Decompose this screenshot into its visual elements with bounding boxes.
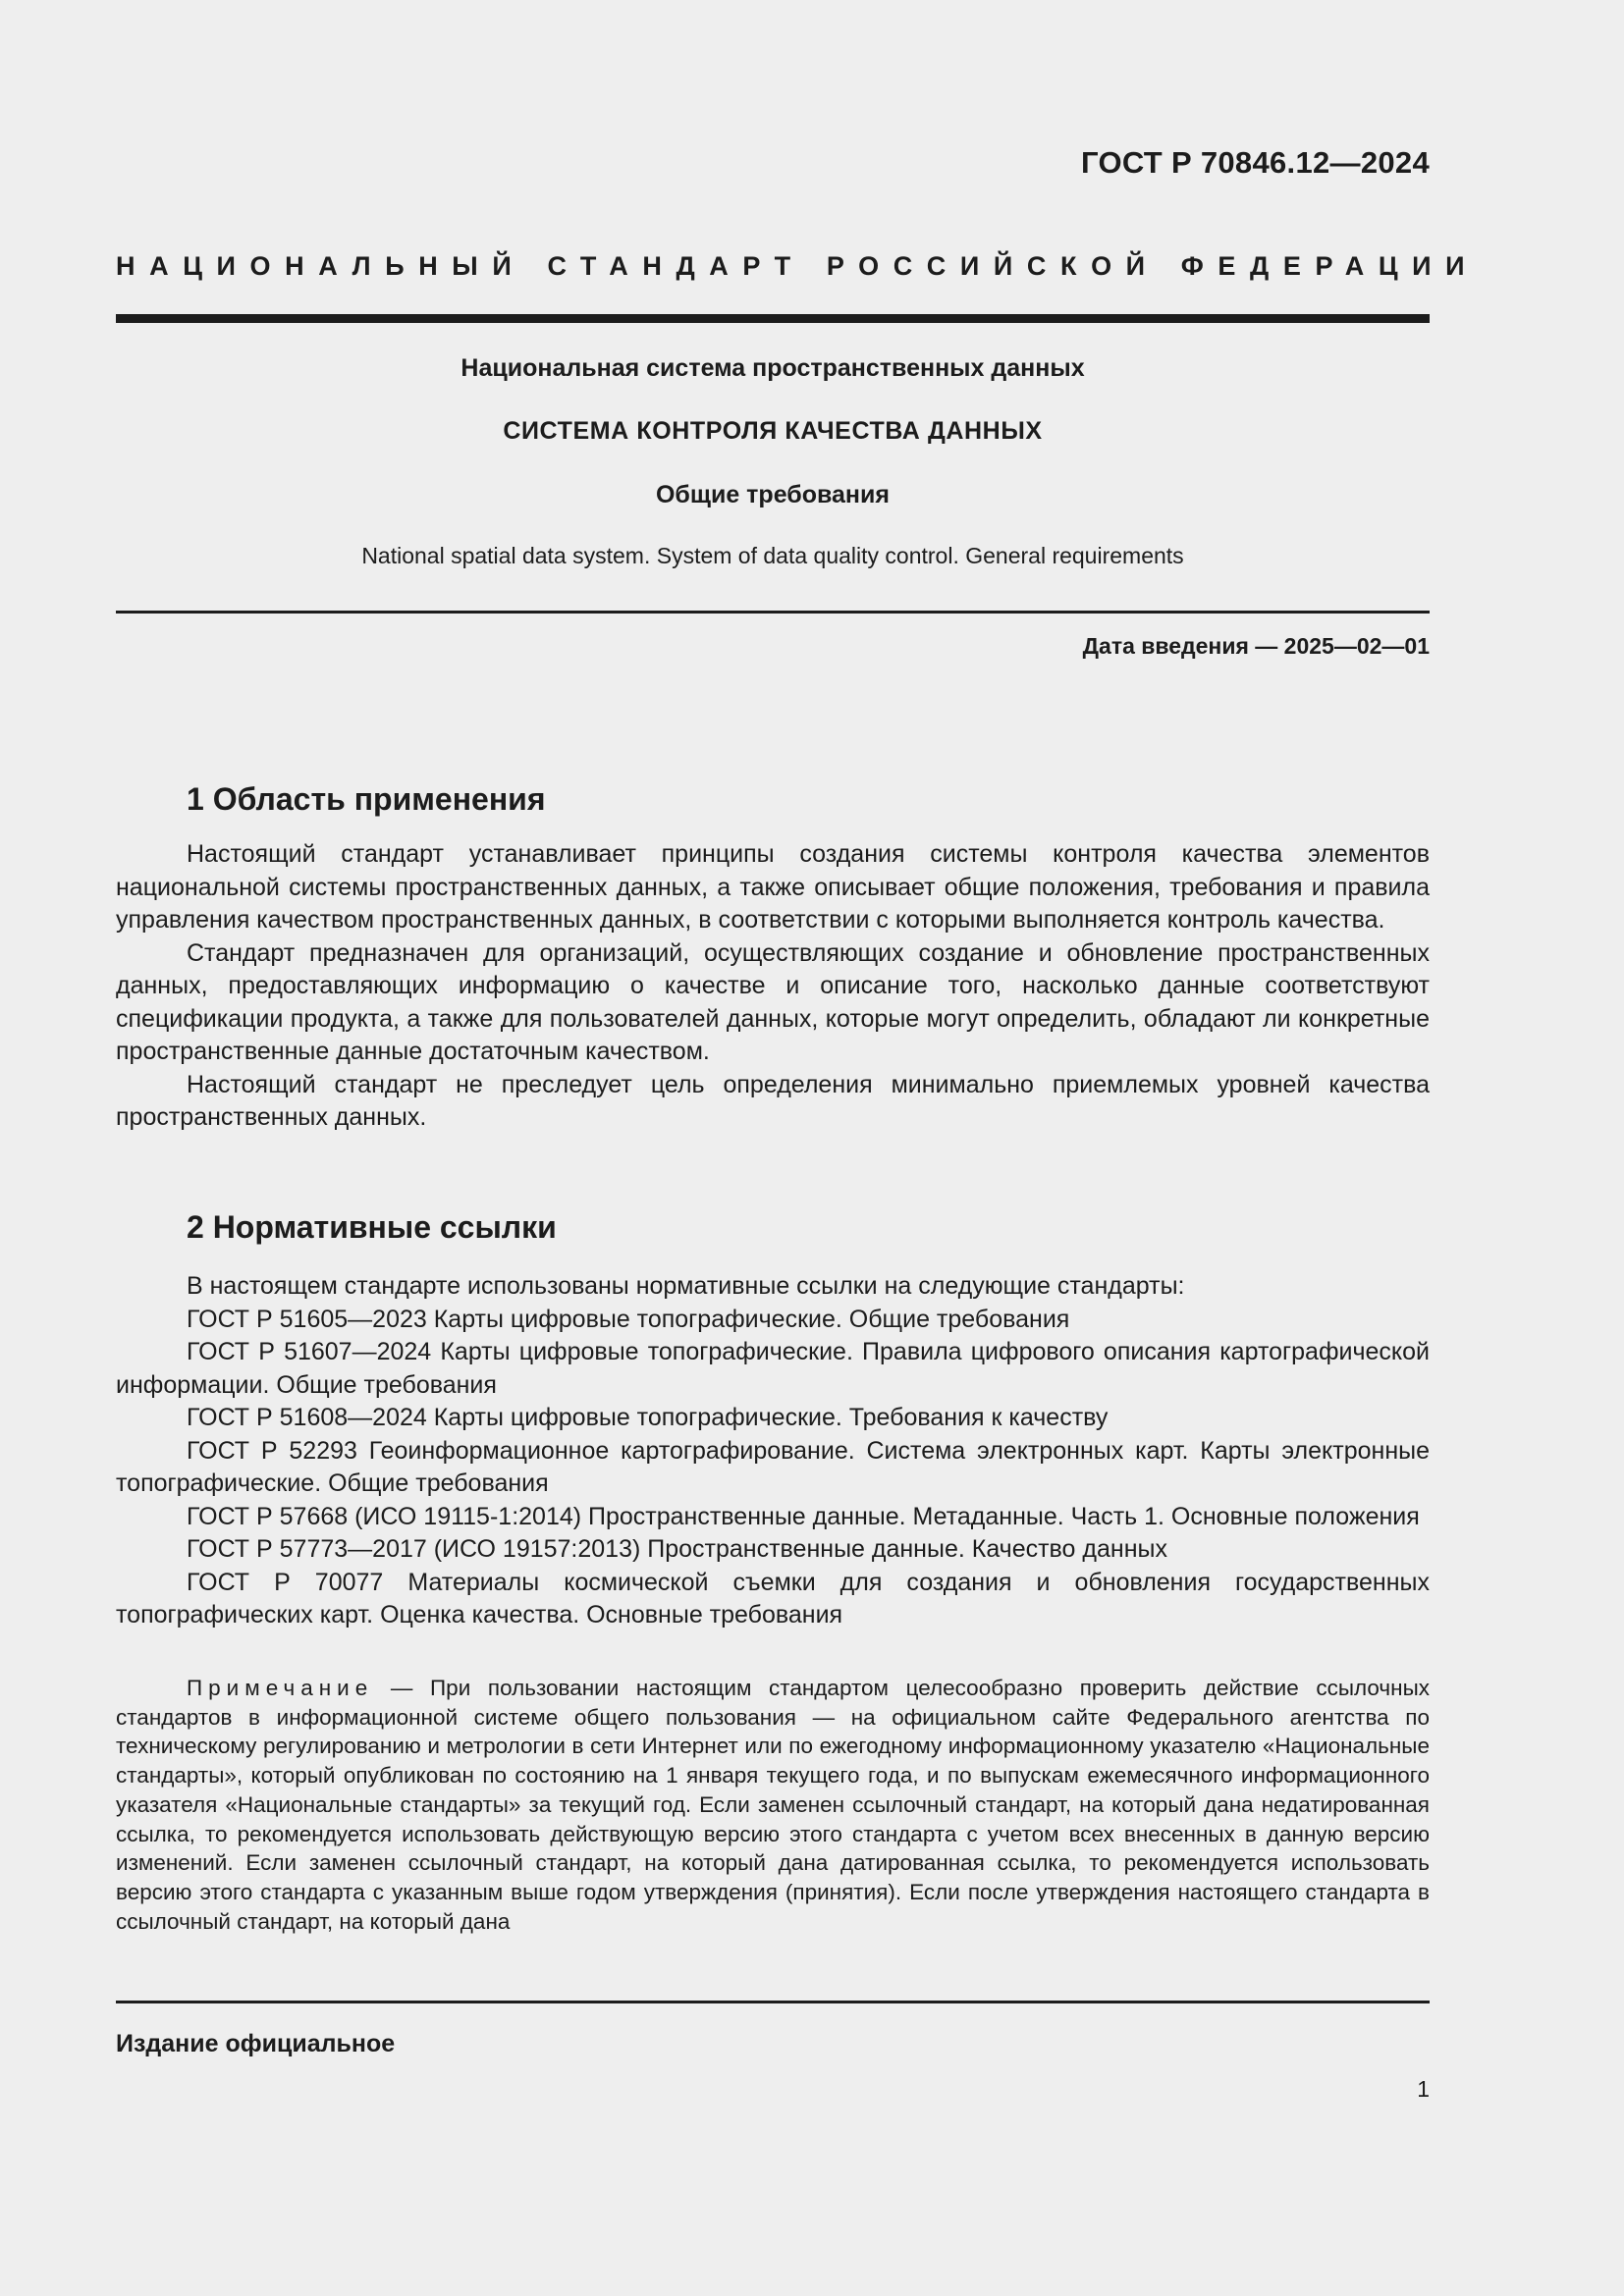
reference-item: ГОСТ Р 51605—2023 Карты цифровые топографические. Общие требования [187, 1305, 1070, 1333]
main-title: СИСТЕМА КОНТРОЛЯ КАЧЕСТВА ДАННЫХ [503, 417, 1043, 445]
reference-item: ГОСТ Р 51607—2024 Карты цифровые топографические. Правила цифрового описания картографической информации. Общие требования [116, 1338, 1430, 1399]
edition-label: Издание официальное [116, 2030, 396, 2057]
section-1-paragraph: Настоящий стандарт не преследует цель определения минимально приемлемых уровней качества пространственных данных. [116, 1070, 1430, 1131]
reference-item: ГОСТ Р 51608—2024 Карты цифровые топографические. Требования к качеству [187, 1404, 1109, 1431]
references-intro: В настоящем стандарте использованы нормативные ссылки на следующие стандарты: [187, 1272, 1185, 1300]
section-1-body [116, 838, 1430, 1135]
national-standard-title: НАЦИОНАЛЬНЫЙ СТАНДАРТ РОССИЙСКОЙ ФЕДЕРАЦИИ [116, 251, 1480, 281]
section-2-heading: 2 Нормативные ссылки [187, 1209, 557, 1245]
reference-item: ГОСТ Р 52293 Геоинформационное картографирование. Система электронных карт. Карты электронные топографические. Общие требования [116, 1436, 1430, 1497]
reference-item: ГОСТ Р 57668 (ИСО 19115-1:2014) Пространственные данные. Метаданные. Часть 1. Основные положения [187, 1502, 1420, 1530]
footer-rule [116, 2001, 1430, 2003]
subtitle: Общие требования [655, 481, 890, 508]
reference-item: ГОСТ Р 70077 Материалы космической съемки для создания и обновления государственных топографических карт. Оценка качества. Основные требования [116, 1568, 1430, 1629]
series-title: Национальная система пространственных данных [460, 354, 1085, 382]
english-title: National spatial data system. System of data quality control. General requirements [361, 543, 1184, 568]
section-1-paragraph: Стандарт предназначен для организаций, осуществляющих создание и обновление пространственных данных, предоставляющих информацию о качестве и описание того, насколько данные соответствуют спецификации продукта, а также для пользователей данных, которые могут определить, обладают ли конкретные пространственные данные достаточным качеством. [116, 938, 1430, 1065]
section-2-body [116, 1270, 1430, 1632]
page-number: 1 [1417, 2076, 1430, 2102]
section-1-paragraph: Настоящий стандарт устанавливает принципы создания системы контроля качества элементов национальной системы пространственных данных, а также описывает общие положения, требования и правила управления качеством пространственных данных, в соответствии с которыми выполняется контроль качества. [116, 840, 1430, 934]
document-number: ГОСТ Р 70846.12—2024 [1081, 145, 1430, 180]
reference-item: ГОСТ Р 57773—2017 (ИСО 19157:2013) Пространственные данные. Качество данных [187, 1535, 1167, 1563]
title-rule [116, 611, 1430, 614]
note-label: Примечание [187, 1676, 374, 1700]
note-text: — При пользовании настоящим стандартом целесообразно проверить действие ссылочных стандартов в информационной системе общего пользования — на официальном сайте Федерального агентства по техническому регулированию и метрологии в сети Интернет или по ежегодному информационному указателю «Национальные стандарты», который опубликован по состоянию на 1 января текущего года, и по выпускам ежемесячного информационного указателя «Национальные стандарты» за текущий год. Если заменен ссылочный стандарт, на который дана недатированная ссылка, то рекомендуется использовать действующую версию этого стандарта с учетом всех внесенных в данную версию изменений. Если заменен ссылочный стандарт, на который дана датированная ссылка, то рекомендуется использовать версию этого стандарта с указанным выше годом утверждения (принятия). Если после утверждения настоящего стандарта в ссылочный стандарт, на который дана [116, 1676, 1430, 1934]
document-page [116, 0, 1480, 2296]
section-1-heading: 1 Область применения [187, 781, 546, 817]
header-rule-thick [116, 314, 1430, 323]
references-note [116, 1674, 1430, 1936]
introduction-date: Дата введения — 2025—02—01 [1082, 633, 1430, 659]
